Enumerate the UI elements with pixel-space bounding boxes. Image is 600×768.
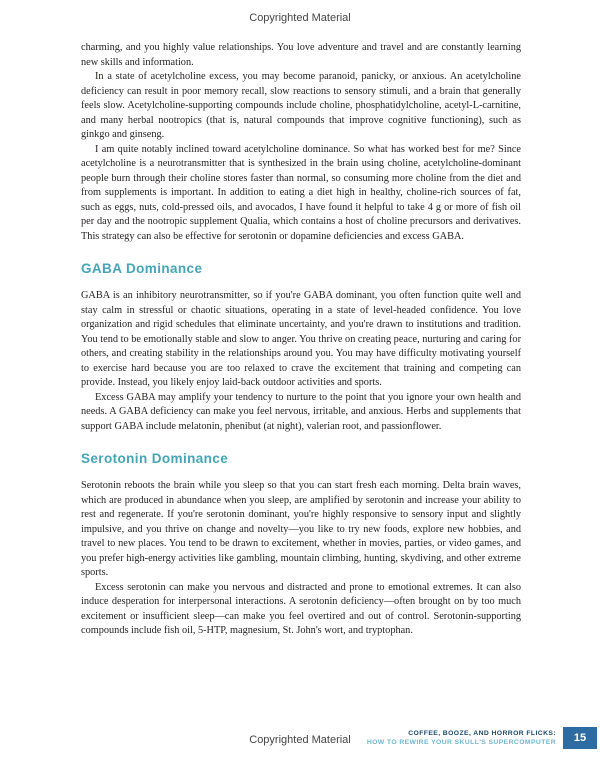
body-paragraph: Excess GABA may amplify your tendency to nurture to the point that you ignore your own health and needs. A GABA deficiency can make you feel nervous, irritable, and anxious. Herbs and supplements that support GABA include melatonin, phenibut (at night), valerian root, and passionflower. <box>81 391 521 432</box>
copyright-notice-top: Copyrighted Material <box>249 12 351 24</box>
body-paragraph: Serotonin reboots the brain while you sleep so that you can start fresh each morning. Delta brain waves, which are produced in abundance when you sleep, are amplified by serotonin and increase your ability to rest and regenerate. If you're serotonin dominant, you're highly responsive to sensory input and slightly impulsive, and you thrive on change and novelty—you like to try new foods, explore new hobbies, and travel to new places. You tend to be drawn to excitement, whether in movies, parties, or video games, and you prefer high-energy activities like gambling, mountain climbing, hunting, skydiving, and other extreme sports. <box>81 480 521 578</box>
footer-running-title <box>367 729 556 747</box>
body-paragraph: In a state of acetylcholine excess, you may become paranoid, panicky, or anxious. An acetylcholine deficiency can result in poor memory recall, slow reactions to sensory stimuli, and a brain that generally feels slow. Acetylcholine-supporting compounds include choline, phosphatidylcholine, acetyl-L-carnitine, and many herbal nootropics (that is, natural compounds that improve cognitive functioning), such as ginkgo and ginseng. <box>81 71 521 140</box>
footer-title-line1: COFFEE, BOOZE, AND HORROR FLICKS: <box>408 730 556 737</box>
page-number: 15 <box>563 727 597 749</box>
footer-title-line2: HOW TO REWIRE YOUR SKULL'S SUPERCOMPUTER <box>366 739 556 746</box>
section-heading-gaba-dominance: GABA Dominance <box>81 261 203 276</box>
body-paragraph: I am quite notably inclined toward acetylcholine dominance. So what has worked best for me? Since acetylcholine is a neurotransmitter that is synthesized in the brain using choline, acetylcholine-dominant people burn through their choline stores faster than normal, so consuming more choline from the diet and from supplements is important. In addition to eating a diet high in healthy, choline-rich sources of fat, such as eggs, nuts, cold-pressed oils, and avocados, I have found it helpful to take 4 g or more of fish oil per day and the nootropic supplement Qualia, which contains a host of choline precursors and derivatives. This strategy can also be effective for serotonin or dopamine deficiencies and excess GABA. <box>81 143 521 242</box>
body-paragraph: Excess serotonin can make you nervous and distracted and prone to emotional extremes. It can also induce desperation for interpersonal interactions. A serotonin deficiency—often brought on by too much excitement or insufficient sleep—can make you feel overtired and out of control. Serotonin-supporting compounds include fish oil, 5-HTP, magnesium, St. John's wort, and tryptophan. <box>81 581 521 636</box>
page-content <box>81 41 521 639</box>
body-paragraph: GABA is an inhibitory neurotransmitter, so if you're GABA dominant, you often function quite well and stay calm in stressful or chaotic situations, operating in a state of level-headed confidence. You love organization and rigid schedules that eliminate uncertainty, and you're drawn to institutions and tradition. You tend to be emotionally stable and slow to anger. You thrive on creating peace, nurturing and caring for others, and creating stability in the relationships around you. You may have difficulty motivating yourself to exercise hard because you are too relaxed to crave the excitement that training and competing can provide. Instead, you likely enjoy laid-back outdoor activities and sports. <box>81 290 521 388</box>
copyright-notice-bottom: Copyrighted Material <box>249 734 351 746</box>
section-heading-serotonin-dominance: Serotonin Dominance <box>81 451 229 466</box>
body-paragraph: charming, and you highly value relationships. You love adventure and travel and are constantly learning new skills and information. <box>81 42 521 68</box>
